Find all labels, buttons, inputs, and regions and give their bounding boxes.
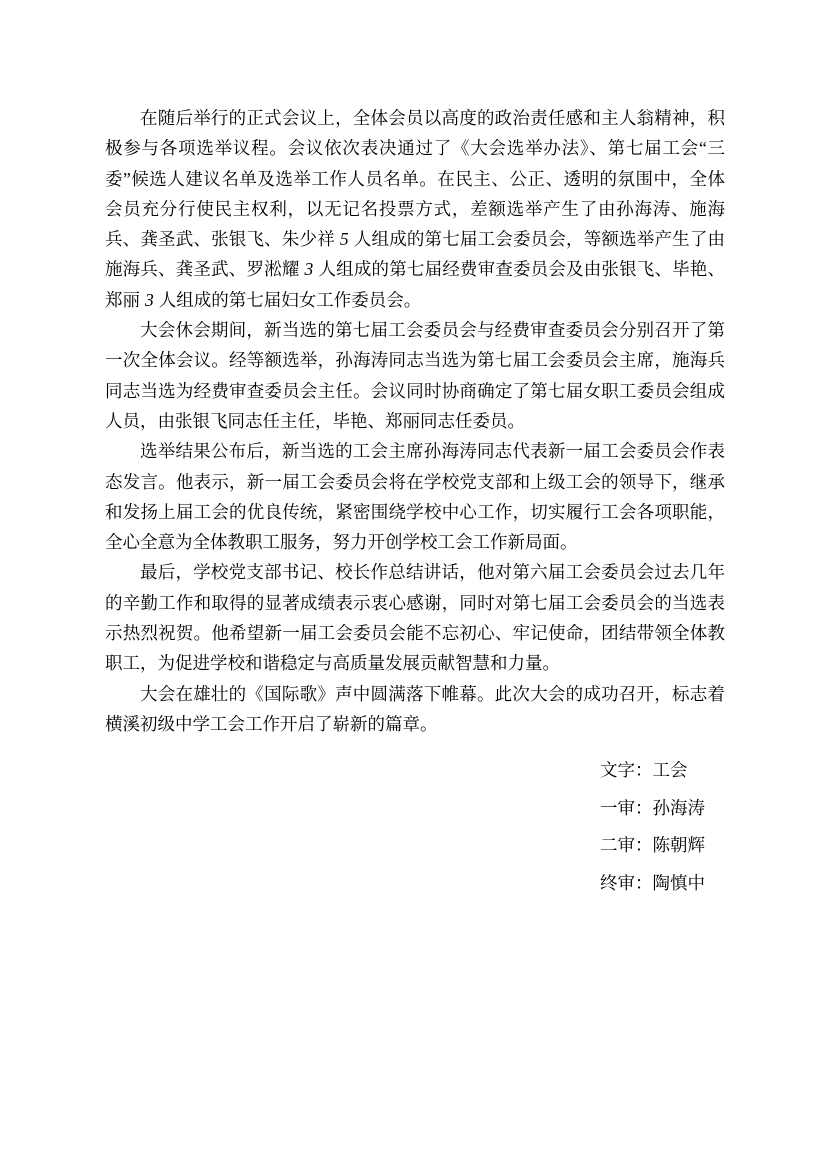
signature-block bbox=[105, 752, 725, 902]
text-run: 最后，学校党支部书记、校长作总结讲话，他对第六届工会委员会过去几年的辛勤工作和取得的显著成绩表示衷心感谢，同时对第七届工会委员会的当选表示热烈祝贺。他希望新一届工会委员会能不忘初心、牢记使命，团结带领全体教职工，为促进学校和谐稳定与高质量发展贡献智慧和力量。 bbox=[105, 562, 725, 674]
text-run: 人组成的第七届经费审查委员会及由张银飞、毕艳、郑丽 bbox=[105, 259, 726, 310]
document-content bbox=[105, 103, 725, 902]
text-run: 人组成的第七届工会委员会，等额选举产生了由施海兵、龚圣武、罗淞耀 bbox=[105, 229, 725, 280]
body-paragraph bbox=[105, 679, 725, 740]
body-paragraph bbox=[105, 315, 725, 436]
signature-line: 二审：陈朝辉 bbox=[600, 835, 705, 856]
body-paragraph bbox=[105, 557, 725, 678]
text-run: 大会休会期间，新当选的第七届工会委员会与经费审查委员会分别召开了第一次全体会议。经等额选举，孙海涛同志当选为第七届工会委员会主席，施海兵同志当选为经费审查委员会主任。会议同时协商确定了第七届女职工委员会组成人员，由张银飞同志任主任，毕艳、郑丽同志任委员。 bbox=[105, 320, 725, 431]
body-paragraph bbox=[105, 436, 725, 557]
signature-line: 一审：孙海涛 bbox=[600, 797, 705, 818]
signature-line: 终审：陶慎中 bbox=[600, 872, 705, 893]
text-run: 大会在雄壮的《国际歌》声中圆满落下帷幕。此次大会的成功召开，标志着横溪初级中学工会工作开启了崭新的篇章。 bbox=[105, 683, 725, 734]
text-run: 选举结果公布后，新当选的工会主席孙海涛同志代表新一届工会委员会作表态发言。他表示，新一届工会委员会将在学校党支部和上级工会的领导下，继承和发扬上届工会的优良传统，紧密围绕学校中心工作，切实履行工会各项职能，全心全意为全体教职工服务，努力开创学校工会工作新局面。 bbox=[105, 441, 725, 553]
italic-number: 3 bbox=[145, 289, 154, 310]
body-paragraph bbox=[105, 103, 725, 315]
text-run: 在随后举行的正式会议上，全体会员以高度的政治责任感和主人翁精神，积极参与各项选举议程。会议依次表决通过了《大会选举办法》、第七届工会“三委”候选人建议名单及选举工作人员名单。在民主、公正、透明的氛围中，全体会员充分行使民主权利，以无记名投票方式，差额选举产生了由孙海涛、施海兵、龚圣武、张银飞、朱少祥 bbox=[105, 108, 725, 250]
signature-line: 文字：工会 bbox=[600, 760, 688, 781]
italic-number: 3 bbox=[304, 259, 314, 280]
body-paragraphs bbox=[105, 103, 725, 739]
italic-number: 5 bbox=[339, 229, 349, 250]
text-run: 人组成的第七届妇女工作委员会。 bbox=[158, 289, 422, 310]
